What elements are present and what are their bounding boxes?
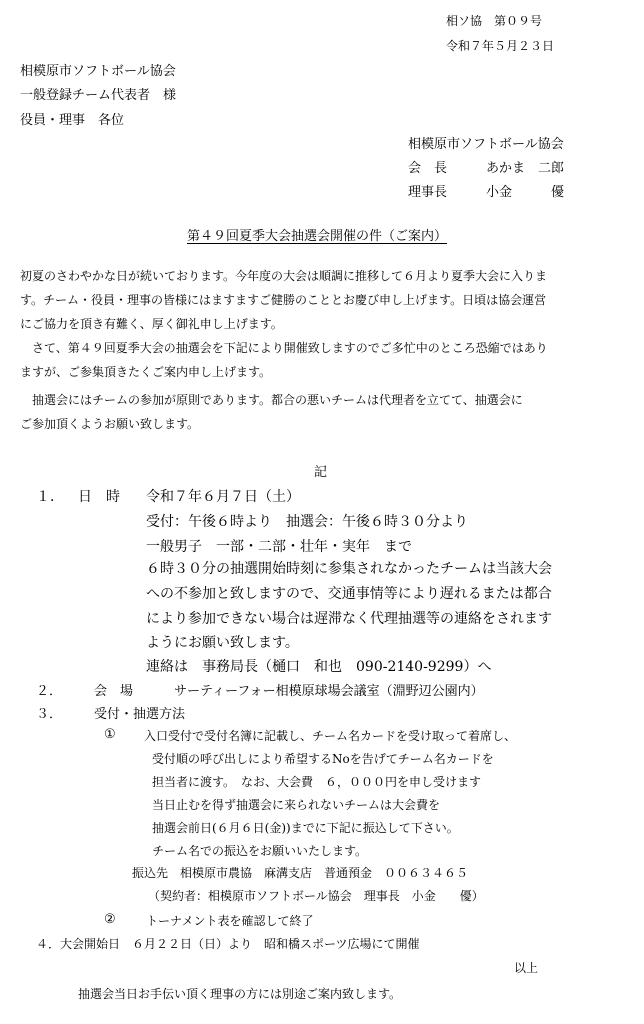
body-line: さて、第４９回夏季大会の抽選会を下記により開催致しますのでご多忙中のところ恐縮ではあり (20, 341, 548, 355)
issue-date: 令和７年５月２３日 (446, 39, 555, 53)
item-3-sub-1-mark: ① (104, 727, 116, 742)
document-title: 第４９回夏季大会抽選会開催の件（ご案内） (187, 229, 448, 244)
item-3-sub-1-line: 当日止むを得ず抽選会に来られないチームは大会費を (152, 798, 441, 812)
sender-president: 会 長 あかま 二郎 (408, 161, 565, 176)
item-3-number: ３． (36, 707, 63, 722)
recipient-line-2: 一般登録チーム代表者 様 (20, 88, 177, 103)
item-1-divisions: 一般男子 一部・二部・壮年・実年 まで (146, 539, 412, 555)
item-3-sub-1-line: 受付順の呼び出しにより希望するNoを告げてチーム名カードを (152, 752, 494, 766)
item-3-sub-2-mark: ② (104, 912, 116, 927)
sender-director: 理事長 小金 優 (408, 185, 565, 200)
recipient-line-3: 役員・理事 各位 (20, 113, 125, 128)
item-1-note-line: への不参加と致しますので、交通事情等により遅れるまたは都合 (146, 586, 552, 602)
account-holder: （契約者：相模原市ソフトボール協会 理事長 小金 優） (148, 889, 484, 903)
document-number: 相ソ協 第０９号 (446, 14, 543, 28)
item-3-sub-1-line: 担当者に渡す。 なお、大会費 ６，０００円を申し受けます (152, 775, 482, 789)
item-2-label: 会 場 (94, 684, 134, 699)
recipient-line-1: 相模原市ソフトボール協会 (20, 64, 176, 79)
item-1-date: 令和７年６月７日（土） (146, 489, 300, 505)
body-line: す。チーム・役員・理事の皆様にはますますご健勝のこととお慶び申し上げます。日頃は協会運営 (20, 293, 547, 307)
item-1-note-line: により参加できない場合は遅滞なく代理抽選等の連絡をされます (146, 611, 552, 627)
bank-transfer-info: 振込先 相模原市農協 麻溝支店 普通預金 ００６３４６５ (132, 866, 469, 880)
body-line: 抽選会にはチームの参加が原則であります。都合の悪いチームは代理者を立てて、抽選会に (20, 393, 523, 407)
body-line: ますが、ご参集頂きたくご案内申し上げます。 (20, 365, 272, 379)
item-3-sub-1-line: 抽選会前日(６月６日(金))までに下記に振込して下さい。 (152, 821, 459, 835)
ki-heading: 記 (314, 465, 328, 480)
item-3-label: 受付・抽選方法 (94, 707, 186, 722)
item-4-text: ４．大会開始日 ６月２２日（日）より 昭和橋スポーツ広場にて開催 (36, 937, 420, 951)
item-3-sub-1-line: 入口受付で受付名簿に記載し、チーム名カードを受け取って着席し、 (144, 729, 517, 743)
sender-org: 相模原市ソフトボール協会 (408, 137, 564, 152)
item-2-venue: サーティーフォー相模原球場会議室（淵野辺公園内） (174, 684, 484, 699)
item-3-sub-1-line: チーム名での振込をお願いいたします。 (152, 844, 368, 858)
body-line: にご協力を頂き有難く、厚く御礼申し上げます。 (20, 317, 283, 331)
item-3-sub-2-text: トーナメント表を確認して終了 (146, 914, 314, 928)
footer-note: 抽選会当日お手伝い頂く理事の方には別途ご案内致します。 (78, 987, 402, 1001)
item-1-note-line: ６時３０分の抽選開始時刻に参集されなかったチームは当該大会 (146, 561, 552, 577)
item-1-number: １． (36, 489, 64, 505)
body-line: 初夏のさわやかな日が続いております。今年度の大会は順調に推移して６月より夏季大会に入りま (20, 269, 548, 283)
body-line: ご参加頂くようお願い致します。 (20, 417, 200, 431)
closing-mark: 以上 (514, 961, 539, 975)
item-1-contact: 連絡は 事務局長（樋口 和也 090-2140-9299）へ (146, 659, 492, 675)
item-1-label: 日 時 (78, 489, 120, 505)
item-1-note-line: ようにお願い致します。 (146, 635, 299, 651)
item-1-times: 受付：午後６時より 抽選会：午後６時３０分より (146, 514, 468, 530)
item-2-number: ２． (36, 684, 63, 699)
